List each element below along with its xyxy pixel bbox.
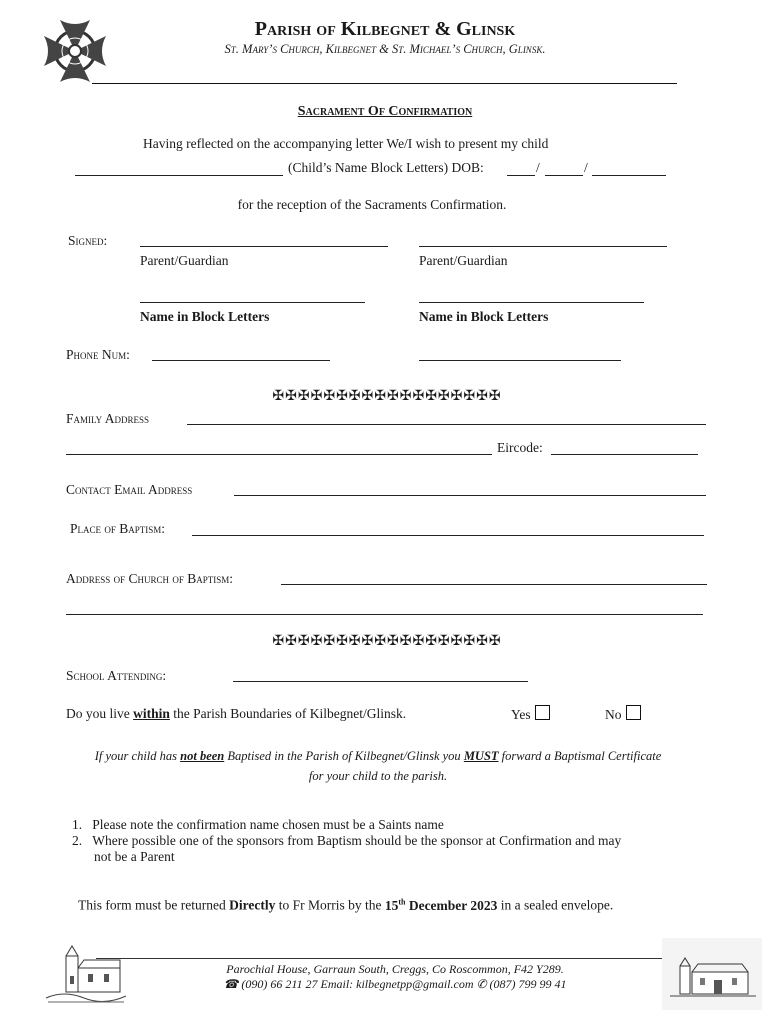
family-address-label: Family Address: [66, 411, 149, 426]
celtic-cross-logo: [40, 16, 110, 86]
church-sketch-left: [44, 942, 128, 1006]
block-letters-label-2: Name in Block Letters: [419, 309, 549, 324]
dob-month-field[interactable]: [545, 175, 583, 176]
child-name-label: (Child’s Name Block Letters) DOB:: [288, 160, 484, 175]
reception-text: for the reception of the Sacraments Confirmation.: [237, 197, 507, 212]
dob-year-field[interactable]: [592, 175, 666, 176]
return-instructions: This form must be returned Directly to Fr Morris by the 15th December 2023 in a sealed envelope.: [78, 897, 614, 913]
school-field[interactable]: [233, 681, 528, 682]
child-name-field[interactable]: [75, 175, 283, 176]
eircode-label: Eircode:: [497, 440, 543, 455]
header-divider: [92, 83, 677, 84]
block-name-2-field[interactable]: [419, 302, 644, 303]
no-option: No: [605, 705, 641, 723]
baptism-church-label: Address of Church of Baptism:: [66, 571, 234, 586]
email-label: Contact Email Address: [66, 482, 193, 497]
footer-divider: [96, 958, 692, 959]
family-address-field-1[interactable]: [187, 424, 706, 425]
family-address-field-2[interactable]: [66, 454, 492, 455]
yes-checkbox[interactable]: [535, 705, 550, 720]
cross-separator-1: ✠✠✠✠✠✠✠✠✠✠✠✠✠✠✠✠✠✠: [272, 389, 502, 404]
intro-text: Having reflected on the accompanying letter We/I wish to present my child: [143, 136, 549, 151]
footer-contact: ☎ (090) 66 211 27 Email: kilbegnetpp@gmail.com ✆ (087) 799 99 41: [223, 977, 567, 991]
parish-title: Parish of Kilbegnet & Glinsk: [254, 18, 516, 40]
baptism-church-field-2[interactable]: [66, 614, 703, 615]
live-question: Do you live within the Parish Boundaries of Kilbegnet/Glinsk.: [66, 706, 407, 721]
baptism-place-label: Place of Baptism:: [70, 521, 166, 536]
no-checkbox[interactable]: [626, 705, 641, 720]
list-item-2: 2. Where possible one of the sponsors from Baptism should be the sponsor at Confirmation and may: [72, 833, 622, 848]
baptism-church-field-1[interactable]: [281, 584, 707, 585]
cross-separator-2: ✠✠✠✠✠✠✠✠✠✠✠✠✠✠✠✠✠✠: [272, 634, 502, 649]
school-label: School Attending:: [66, 668, 167, 683]
signed-label: Signed:: [68, 233, 108, 248]
yes-option: Yes: [511, 705, 550, 723]
signature-1-field[interactable]: [140, 246, 388, 247]
parent-guardian-label-1: Parent/Guardian: [140, 253, 229, 268]
block-name-1-field[interactable]: [140, 302, 365, 303]
phone-1-field[interactable]: [152, 360, 330, 361]
block-letters-label-1: Name in Block Letters: [140, 309, 270, 324]
form-heading: Sacrament Of Confirmation: [297, 104, 473, 119]
dob-slash: /: [584, 160, 588, 175]
church-subtitle: St. Mary’s Church, Kilbegnet & St. Michael’s Church, Glinsk.: [224, 42, 546, 56]
parent-guardian-label-2: Parent/Guardian: [419, 253, 508, 268]
signature-2-field[interactable]: [419, 246, 667, 247]
baptism-note: If your child has not been Baptised in the Parish of Kilbegnet/Glinsk you MUST forward a Baptismal Certificate for your child to the parish.: [94, 749, 662, 783]
church-sketch-right: [662, 938, 762, 1010]
eircode-field[interactable]: [551, 454, 698, 455]
baptism-place-field[interactable]: [192, 535, 704, 536]
phone-label: Phone Num:: [66, 347, 130, 362]
list-item-1: 1. Please note the confirmation name chosen must be a Saints name: [72, 817, 444, 832]
dob-slash: /: [536, 160, 540, 175]
list-item-2-cont: not be a Parent: [94, 849, 175, 864]
email-field[interactable]: [234, 495, 706, 496]
footer-address: Parochial House, Garraun South, Creggs, Co Roscommon, F42 Y289.: [226, 962, 564, 976]
phone-2-field[interactable]: [419, 360, 621, 361]
dob-day-field[interactable]: [507, 175, 535, 176]
